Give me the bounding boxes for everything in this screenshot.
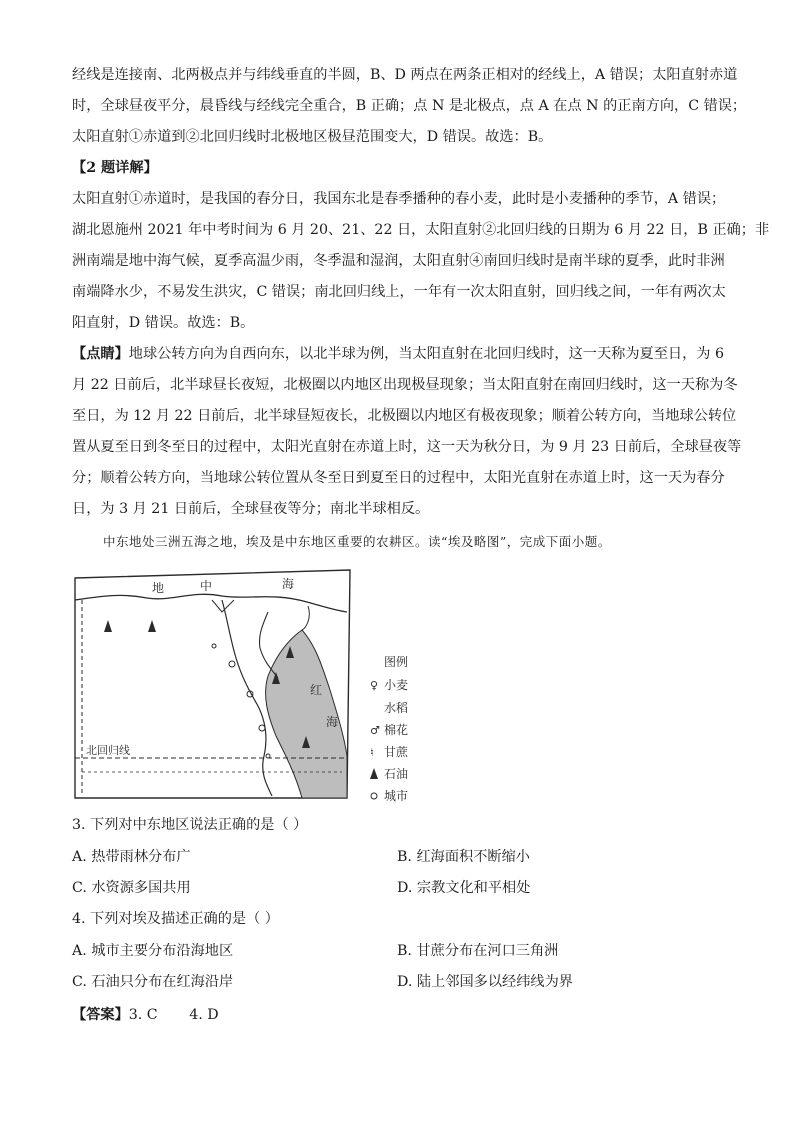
sea-label-di: 地 (152, 581, 165, 595)
sugarcane-icon: ♮ (370, 746, 374, 759)
dianjing-line-1: 月 22 日前后，北半球昼长夜短，北极圈以内地区出现极昼现象；当太阳直射在南回归线时，这一天称为冬 (72, 377, 738, 393)
section2-line-1: 太阳直射①赤道时，是我国的春分日，我国东北是春季播种的春小麦，此时是小麦播种的季节，A 错误； (72, 191, 726, 207)
mediterranean-coast (75, 594, 347, 612)
detail-paragraph (72, 60, 747, 153)
question-3-option-c[interactable]: C. 水资源多国共用 (72, 880, 191, 896)
section2 (72, 153, 770, 339)
question-4-option-d[interactable]: D. 陆上邻国多以经纬线为界 (397, 974, 573, 990)
city-icon (266, 754, 270, 758)
question-4-option-b[interactable]: B. 甘蔗分布在河口三角洲 (397, 943, 559, 959)
question-intro: 中东地处三洲五海之地，埃及是中东地区重要的农耕区。读“埃及略图”，完成下面小题。 (103, 534, 611, 549)
oil-icon (104, 620, 112, 632)
wheat-icon: ♀ (370, 679, 379, 692)
sugarcane-icon (259, 725, 265, 731)
section2-line-3: 洲南端是地中海气候，夏季高温少雨，冬季温和湿润，太阳直射④南回归线时是南半球的夏季，此时非洲 (72, 253, 725, 269)
nile-river (222, 600, 272, 796)
detail-line-1: 经线是连接南、北两极点并与纬线垂直的半圆，B、D 两点在两条正相对的经线上，A 错误；太阳直射赤道 (72, 67, 738, 83)
detail-line-2: 时，全球昼夜平分，晨昏线与经线完全重合，B 正确；点 N 是北极点，点 A 在点 N 的正南方向，C 错误； (72, 98, 747, 114)
red-sea-label-hai: 海 (326, 715, 339, 729)
city-icon (212, 644, 216, 648)
dianjing-line-4: 分；顺着公转方向，当地球公转位置从冬至日到夏至日的过程中，太阳光直射在赤道上时，这一天为春分 (72, 470, 725, 486)
sea-label-hai: 海 (282, 577, 295, 591)
legend-oil: 石油 (384, 767, 409, 781)
legend-cotton: 棉花 (384, 723, 409, 737)
cotton-icon: ♂ (370, 724, 380, 737)
question-3-option-b[interactable]: B. 红海面积不断缩小 (397, 849, 530, 865)
question-4-option-c[interactable]: C. 石油只分布在红海沿岸 (72, 974, 234, 990)
answer-tag: 【答案】 (72, 1007, 129, 1023)
question-3-stem: 3. 下列对中东地区说法正确的是（ ） (72, 817, 308, 833)
dianjing-line-3: 置从夏至日到冬至日的过程中，太阳光直射在赤道上时，这一天为秋分日，为 9 月 23 日前后，全球昼夜等 (72, 439, 742, 455)
detail-line-3: 太阳直射①赤道到②北回归线时北极地区极昼范围变大，D 错误。故选：B。 (72, 129, 553, 145)
legend-sugarcane: 甘蔗 (384, 745, 409, 759)
egypt-map-svg (72, 566, 417, 806)
wheat-icon (229, 661, 235, 667)
oil-icon (148, 620, 156, 632)
red-sea (266, 630, 347, 798)
section2-line-2: 湖北恩施州 2021 年中考时间为 6 月 20、21、22 日，太阳直射②北回归线的日期为 6 月 22 日，B 正确；非 (72, 222, 770, 238)
legend-rice: 水稻 (384, 701, 409, 715)
dianjing-line-2: 至日，为 12 月 22 日前后，北半球昼短夜长，北极圈以内地区有极夜现象；顺着公转方向，当地球公转位 (72, 408, 737, 424)
dianjing (72, 339, 742, 525)
question-3-option-d[interactable]: D. 宗教文化和平相处 (397, 880, 531, 896)
section2-title: 【2 题详解】 (72, 160, 158, 176)
answer-text: 3. C 4. D (128, 1007, 219, 1023)
oil-icon (370, 768, 378, 779)
legend-wheat: 小麦 (384, 678, 409, 692)
dianjing-line-5: 日，为 3 月 21 日前后，全球昼夜等分；南北半球相反。 (72, 501, 430, 517)
section2-line-4: 南端降水少，不易发生洪灾，C 错误；南北回归线上，一年有一次太阳直射，回归线之间，一年有两次太 (72, 284, 726, 300)
legend-city: 城市 (384, 789, 409, 803)
legend-title: 图例 (384, 655, 409, 669)
dianjing-first-line: 地球公转方向为自西向东，以北半球为例，当太阳直射在北回归线时，这一天称为夏至日，为 6 (128, 346, 724, 362)
egypt-map (72, 566, 417, 806)
red-sea-label-hong: 红 (310, 683, 323, 697)
sinai-coast (302, 606, 309, 630)
section2-line-5: 阳直射，D 错误。故选：B。 (72, 315, 255, 331)
dianjing-title: 【点睛】 (72, 346, 129, 362)
sea-label-zhong: 中 (200, 579, 213, 593)
tropic-label: 北回归线 (86, 744, 130, 757)
question-4-stem: 4. 下列对埃及描述正确的是（ ） (72, 911, 279, 927)
question-3-option-a[interactable]: A. 热带雨林分布广 (72, 849, 191, 865)
question-4-option-a[interactable]: A. 城市主要分布沿海地区 (72, 943, 234, 959)
city-icon (371, 793, 377, 799)
answer-line (72, 1004, 219, 1024)
